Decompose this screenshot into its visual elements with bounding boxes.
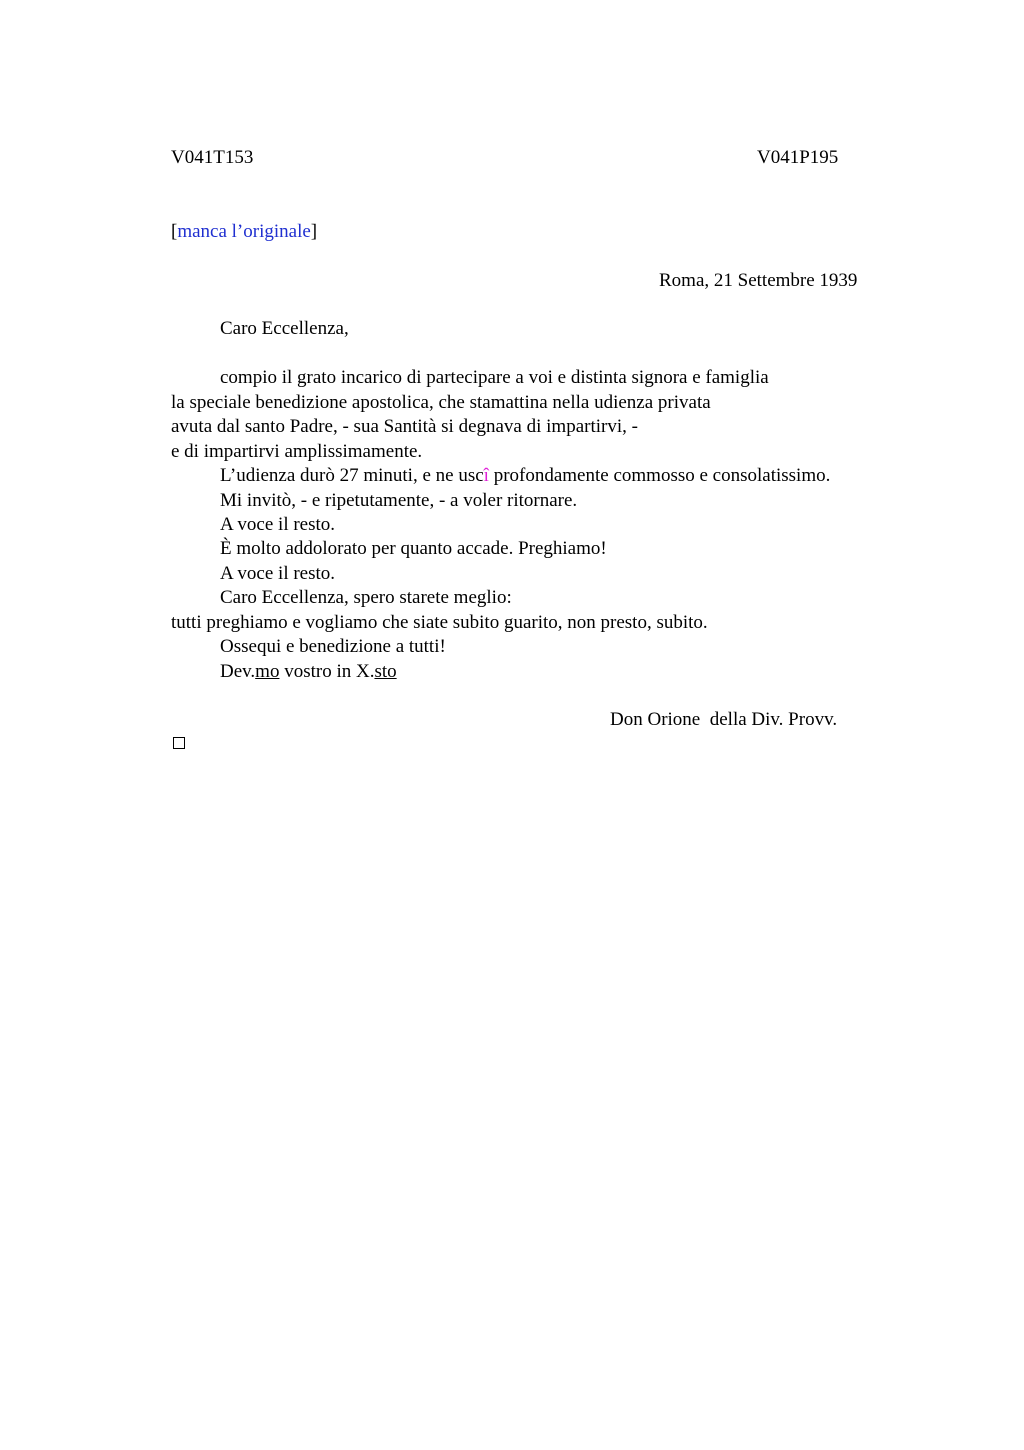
body-line: la speciale benedizione apostolica, che stamattina nella udienza privata <box>171 392 711 413</box>
body-line-text: L’udienza durò 27 minuti, e ne usc <box>220 465 484 486</box>
body-line <box>220 464 830 488</box>
body-line: Mi invitò, - e ripetutamente, - a voler ritornare. <box>220 490 578 511</box>
body-line: È molto addolorato per quanto accade. Preghiamo! <box>220 538 607 559</box>
body-line: e di impartirvi amplissimamente. <box>171 441 423 462</box>
note-text: manca l’originale <box>177 221 311 242</box>
note-open-bracket: [ <box>171 221 178 242</box>
body-line-text: profondamente commosso e consolatissimo. <box>488 465 831 486</box>
closing-text: Dev. <box>220 661 256 682</box>
body-line: A voce il resto. <box>220 563 336 584</box>
closing-superscript-abbrev: sto <box>374 661 397 682</box>
accented-char: î <box>483 465 489 486</box>
body-line: A voce il resto. <box>220 514 336 535</box>
signature: Don Orione della Div. Provv. <box>610 709 838 730</box>
body-line: Ossequi e benedizione a tutti! <box>220 636 446 657</box>
body-line: avuta dal santo Padre, - sua Santità si degnava di impartirvi, - <box>171 416 638 437</box>
missing-original-note <box>171 220 317 244</box>
note-close-bracket: ] <box>310 221 318 242</box>
salutation: Caro Eccellenza, <box>220 318 349 339</box>
closing-superscript-abbrev: mo <box>255 661 280 682</box>
empty-square-icon <box>173 737 185 749</box>
header-left-code: V041T153 <box>171 147 254 168</box>
closing-text: vostro in X. <box>279 661 375 682</box>
header-right-code: V041P195 <box>757 147 839 168</box>
body-line: tutti preghiamo e vogliamo che siate subito guarito, non presto, subito. <box>171 612 708 633</box>
body-line: Caro Eccellenza, spero starete meglio: <box>220 587 512 608</box>
date-line: Roma, 21 Settembre 1939 <box>659 270 858 291</box>
closing-line <box>220 660 397 684</box>
body-line: compio il grato incarico di partecipare a voi e distinta signora e famiglia <box>220 367 769 388</box>
